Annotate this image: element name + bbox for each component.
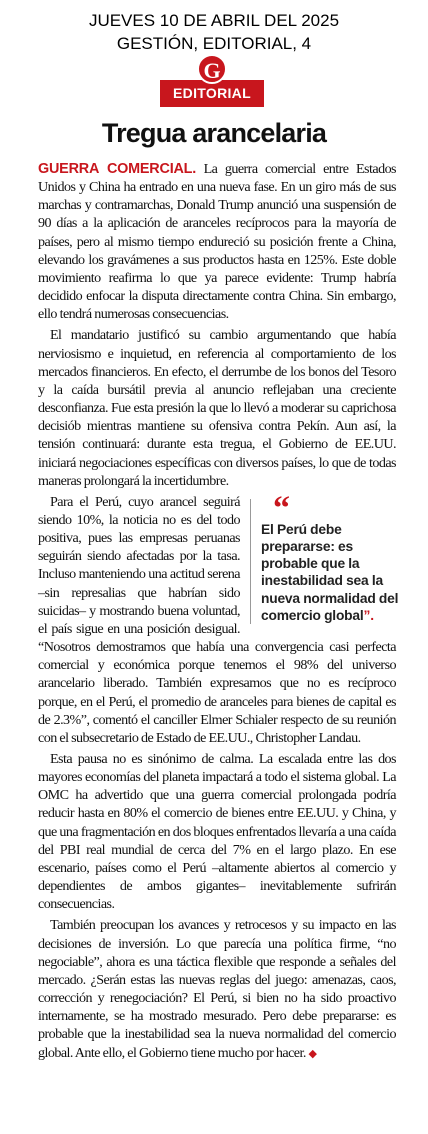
gestion-logo-icon: G (197, 54, 227, 84)
paragraph-5 (38, 916, 396, 1062)
article-body (38, 160, 399, 1066)
article-title: Tregua arancelaria (101, 118, 327, 148)
pull-quote-text: El Perú debe prepararse: es probable que la inestabilidad sea la nueva normalidad del comercio global (261, 521, 399, 623)
paragraph-1-text: La guerra comercial entre Estados Unidos y China ha entrado en una nueva fase. En un giro más de sus marchas y contramarchas, Donald Trump anunció una suspensión de 90 días a la aplicación de aranceles recíprocos para la mayoría de países, pero al mismo tiempo endureció su posición frente a China, elevando los gravámenes a sus productos hasta en 125%. Este doble movimiento reafirma lo que ya parece evidente: Trump habría decidido enfocar la disputa directamente contra China. Sin embargo, ello tendrá numerosas consecuencias. (38, 161, 396, 323)
pull-quote-close: ”. (363, 607, 374, 623)
end-mark-icon: ◆ (308, 1047, 317, 1060)
kicker: GUERRA COMERCIAL. (38, 161, 197, 177)
date-line: JUEVES 10 DE ABRIL DEL 2025 (88, 11, 340, 30)
paragraph-1 (38, 160, 396, 323)
paragraph-5-text: También preocupan los avances y retrocesos y su impacto en las decisiones de inversión. Lo que parecía una política firme, “no negociable”, ahora es una táctica flexible que responde a señales del mercado. ¿Serán estas las nuevas reglas del juego: amenazas, caos, corrección y renegociación? El Perú, si bien no ha sido proactivo internamente, se ha mostrado mesurado. Pero debe prepararse: es probable que la inestabilidad sea la nueva normalidad del comercio global. Ante ello, el Gobierno tiene mucho por hacer. (38, 917, 396, 1061)
section-label: EDITORIAL (160, 80, 264, 107)
paragraph-2: El mandatario justificó su cambio argumentando que había nerviosismo e inquietud, en referencia al comportamiento de los mercados financieros. En efecto, el derrumbe de los bonos del Tesoro y la caída bursátil previa al anuncio reflejaban una creciente desconfianza. Fue esta presión la que lo llevó a moderar su caprichosa decisiób mientras mantiene su ofensiva contra Pekín. Aun así, la tensión continuará: durante esta tregua, el Gobierno de EE.UU. iniciará negociaciones específicas con diversos países, lo que de todas maneras prolongará la incertidumbre. (38, 327, 396, 489)
paragraph-4: Esta pausa no es sinónimo de calma. La escalada entre las dos mayores economías del planeta impactará a todo el sistema global. La OMC ha advertido que una guerra comercial prolongada podría reducir hasta en 80% el comercio de bienes entre EE.UU. y China, y que una fragmentación en dos bloques enfrentados llevaría a una caída del PBI real mundial de cerca del 7% en el largo plazo. En ese escenario, países como el Perú –altamente abiertos al comercio y dependientes de ambos gigantes– inevitablemente sufrirán consecuencias. (38, 751, 396, 913)
paragraph-3 (38, 489, 399, 747)
paragraph-3-text: Para el Perú, cuyo arancel seguirá siendo 10%, la noticia no es del todo positiva, pues las empresas peruanas seguirán siendo afectadas por la tasa. Incluso manteniendo una actitud serena –sin represalias que habrían sido suicidas– y mostrando buena voluntad, el país sigue en una posición desigual. “Nosotros demostramos que había una convergencia casi perfecta comercial y económica porque tenemos el 98% del universo arancelario liberado. También expresamos que no es recíproco porque, en el Perú, el promedio de aranceles para bienes de capital es de 2.3%”, comentó el canciller Elmer Schialer respecto de su reunión con el subsecretario de Estado de EE.UU., Christopher Landau. (38, 493, 396, 746)
source-line: GESTIÓN, EDITORIAL, 4 (116, 34, 312, 53)
pull-quote (250, 489, 402, 624)
quote-mark-icon: “ (273, 489, 290, 527)
